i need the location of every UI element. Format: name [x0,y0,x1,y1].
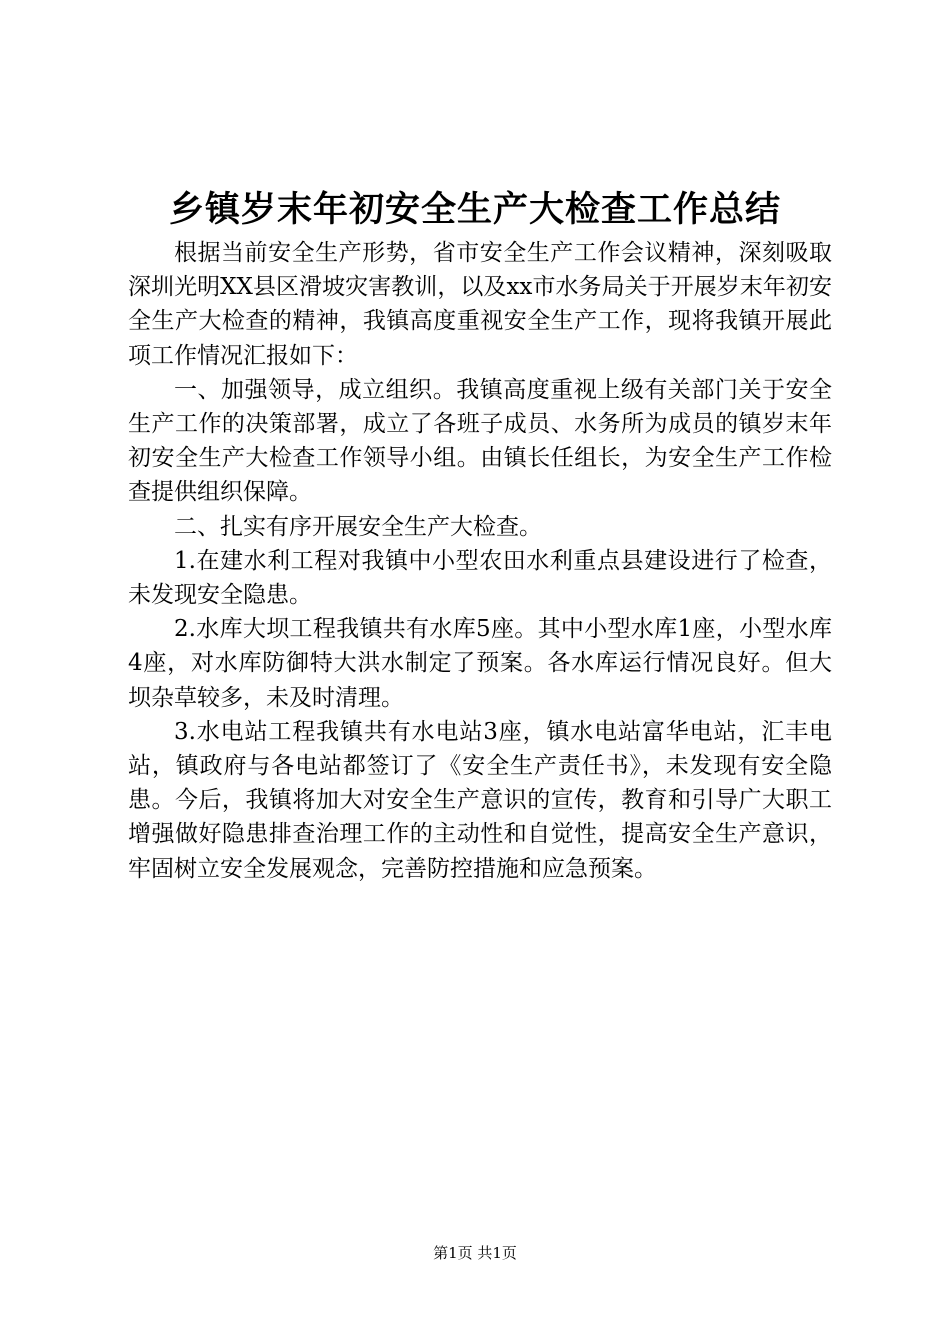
page-footer: 第1页 共1页 [433,1244,517,1262]
paragraph-item-2: 2.水库大坝工程我镇共有水库5座。其中小型水库1座，小型水库4座，对水库防御特大洪水制定了预案。各水库运行情况良好。但大坝杂草较多，未及时清理。 [128,616,832,711]
paragraph-item-3: 3.水电站工程我镇共有水电站3座，镇水电站富华电站，汇丰电站，镇政府与各电站都签订了《安全生产责任书》，未发现有安全隐患。今后，我镇将加大对安全生产意识的宣传，教育和引导广大职工增强做好隐患排查治理工作的主动性和自觉性，提高安全生产意识，牢固树立安全发展观念，完善防控措施和应急预案。 [128,718,832,882]
document-title: 乡镇岁末年初安全生产大检查工作总结 [168,190,781,230]
paragraph-intro: 根据当前安全生产形势，省市安全生产工作会议精神，深刻吸取深圳光明XX县区滑坡灾害教训，以及xx市水务局关于开展岁末年初安全生产大检查的精神，我镇高度重视安全生产工作，现将我镇开展此项工作情况汇报如下： [128,240,832,369]
paragraph-section-2: 二、扎实有序开展安全生产大检查。 [174,513,542,540]
document-body [128,236,832,886]
paragraph-item-1: 1.在建水利工程对我镇中小型农田水利重点县建设进行了检查，未发现安全隐患。 [128,547,832,609]
paragraph-section-1: 一、加强领导，成立组织。我镇高度重视上级有关部门关于安全生产工作的决策部署，成立了各班子成员、水务所为成员的镇岁末年初安全生产大检查工作领导小组。由镇长任组长，为安全生产工作检查提供组织保障。 [128,376,832,506]
